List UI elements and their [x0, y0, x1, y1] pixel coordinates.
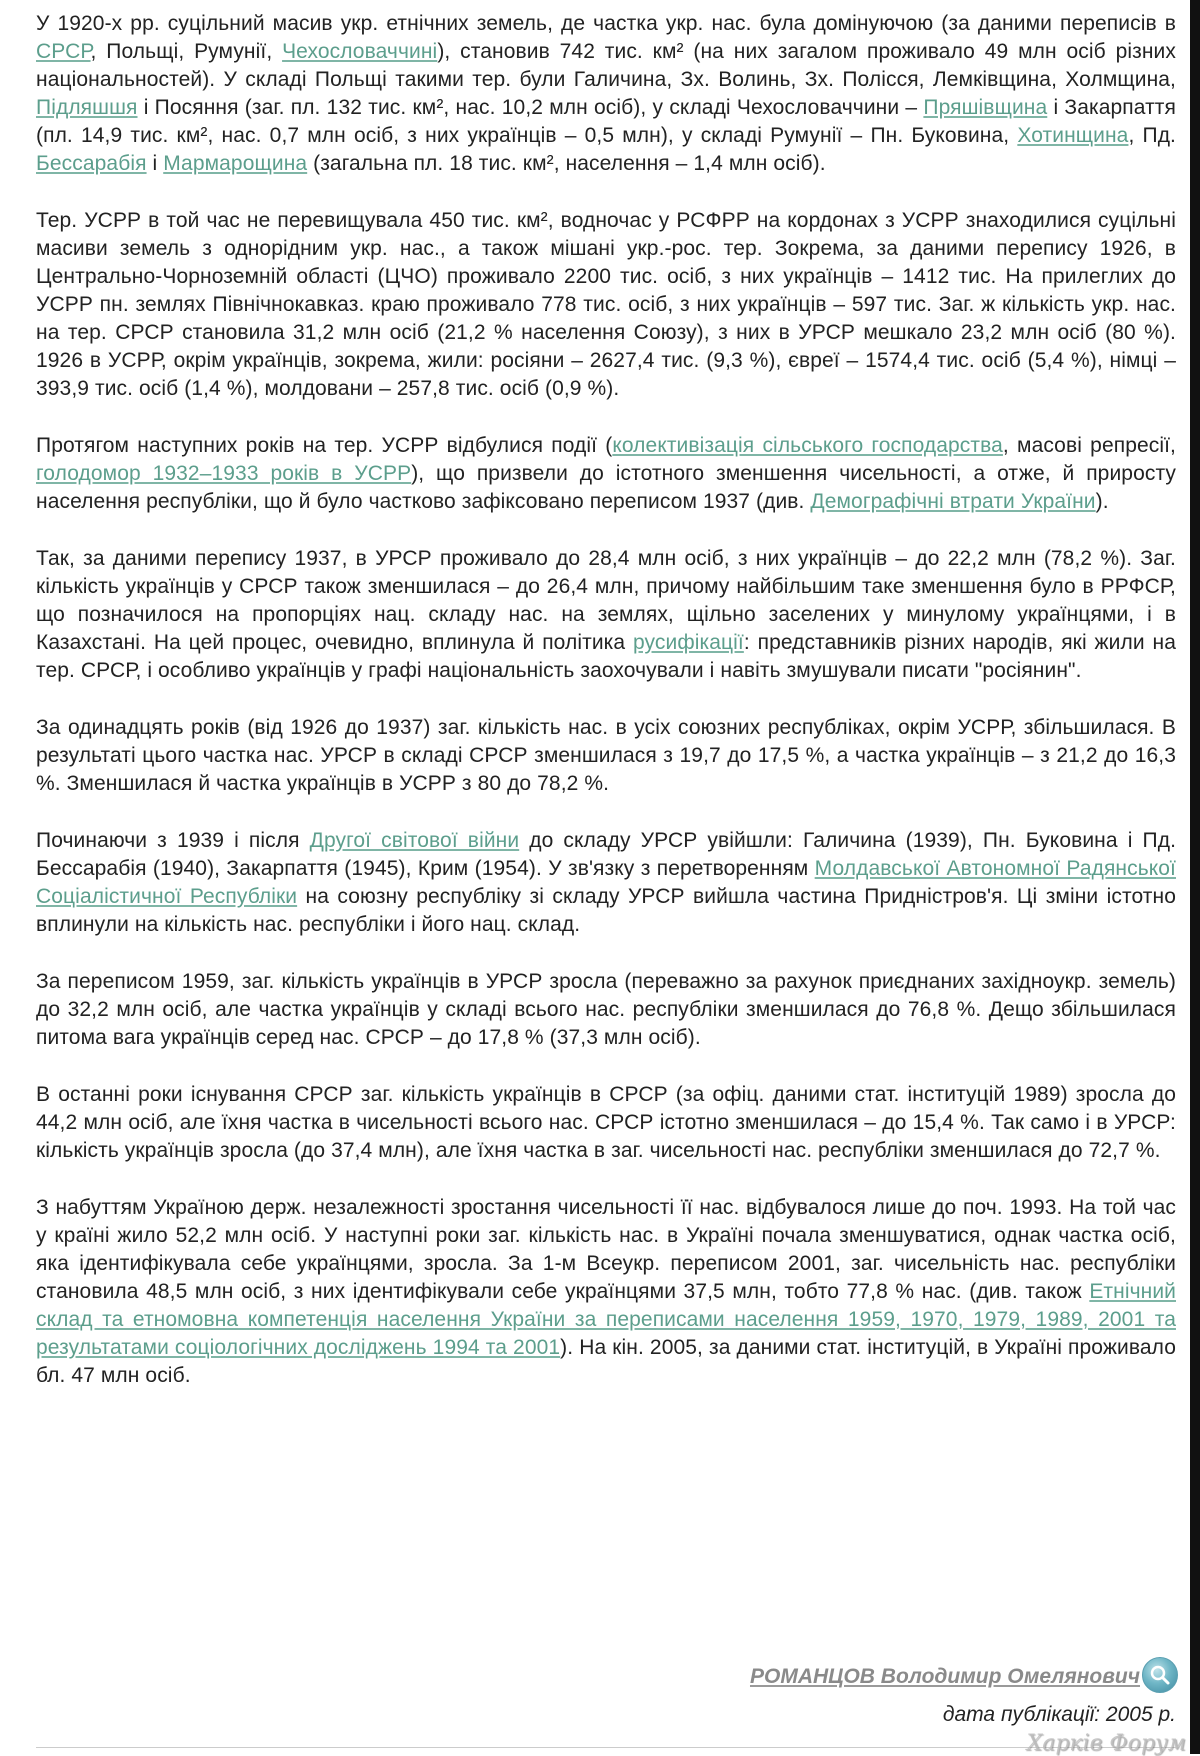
paragraph-text: За одинадцять років (від 1926 до 1937) заг. кількість нас. в усіх союзних республіках, окрім УСРР, збільшилася. В результаті цього частка нас. УРСР в складі СРСР зменшилася з 19,7 до 17,5 %, а частка українців – з 21,2 до 16,3 %. Зменшилася й частка українців в УСРР з 80 до 78,2 %.: [36, 716, 1176, 795]
paragraph-text: і Закарпаття (пл. 14,9 тис. км², нас. 0,7 млн осіб, з них українців – 0,5 млн), у складі Румунії – Пн. Буковина,: [36, 96, 1176, 147]
search-icon: [1148, 1663, 1172, 1687]
paragraph-text: , масові репресії,: [1002, 434, 1176, 457]
paragraph: [36, 1081, 1176, 1165]
article-body: [36, 10, 1176, 1419]
inline-link[interactable]: Пряшівщина: [923, 96, 1048, 119]
paragraph-text: , Пд.: [1128, 124, 1176, 147]
paragraph-text: У 1920-х рр. суцільний масив укр. етнічних земель, де частка укр. нас. була домінуючою (за даними переписів в: [36, 12, 1176, 35]
inline-link[interactable]: Хотинщина: [1017, 124, 1129, 147]
inline-link[interactable]: русифікації: [633, 631, 744, 654]
paragraph: [36, 10, 1176, 178]
window-edge: [1190, 0, 1200, 1754]
paragraph-text: : представників різних народів, які жили на тер. СРСР, і особливо українців у графі національність заохочували і навіть змушували писати "росіянин".: [36, 631, 1176, 682]
paragraph-text: , Польщі, Румунії,: [90, 40, 283, 63]
paragraph: [36, 827, 1176, 939]
inline-link[interactable]: Чехословаччині: [282, 40, 438, 63]
paragraph-text: В останні роки існування СРСР заг. кількість українців в СРСР (за офіц. даними стат. інституцій 1989) зросла до 44,2 млн осіб, але їхня частка в чисельності всього нас. СРСР істотно зменшилася – до 15,4 %. Так само і в УРСР: кількість українців зросла (до 37,4 млн), але їхня частка в заг. чисельності нас. республіки зменшилася до 72,7 %.: [36, 1083, 1176, 1162]
paragraph: [36, 207, 1176, 403]
inline-link[interactable]: Молдавської Автономної Радянської Соціалістичної Республіки: [36, 857, 1176, 908]
paragraph-text: Тер. УСРР в той час не перевищувала 450 тис. км², водночас у РСФРР на кордонах з УСРР знаходилися суцільні масиви земель з однорідним укр. нас., а також мішані укр.-рос. тер. Зокрема, за даними перепису 1926, в Центрально-Чорноземній області (ЦЧО) проживало 2200 тис. осіб, з них українців – 1412 тис. На прилеглих до УСРР пн. землях Північнокавказ. краю проживало 778 тис. осіб, з них українців – 597 тис. Заг. ж кількість укр. нас. на тер. СРСР становила 31,2 млн осіб (21,2 % населення Союзу), з них в УРСР мешкало 23,2 млн осіб (80 %). 1926 в УСРР, окрім українців, зокрема, жили: росіяни – 2627,4 тис. (9,3 %), євреї – 1574,4 тис. осіб (5,4 %), німці – 393,9 тис. осіб (1,4 %), молдовани – 257,8 тис. осіб (0,9 %).: [36, 209, 1176, 400]
paragraph: [36, 714, 1176, 798]
paragraph-text: Починаючи з 1939 і після: [36, 829, 310, 852]
paragraph-text: За переписом 1959, заг. кількість українців в УРСР зросла (переважно за рахунок приєднаних західноукр. земель) до 32,2 млн осіб, але частка українців у складі всього нас. республіки зменшилася до 76,8 %. Дещо збільшилася питома вага українців серед нас. СРСР – до 17,8 % (37,3 млн осіб).: [36, 970, 1176, 1049]
paragraph: [36, 545, 1176, 685]
inline-link[interactable]: Другої світової війни: [309, 829, 520, 852]
paragraph: [36, 1194, 1176, 1390]
paragraph-text: З набуттям Україною держ. незалежності зростання чисельності її нас. відбувалося лише до поч. 1993. На той час у країні жило 52,2 млн осіб. У наступні роки заг. кількість нас. в Україні почала зменшуватися, однак частка осіб, яка ідентифікувала себе українцями, зросла. За 1-м Всеукр. переписом 2001, заг. чисельність нас. республіки становила 48,5 млн осіб, з них ідентифікували себе українцями 37,5 млн, тобто 77,8 % нас. (див. також: [36, 1196, 1176, 1303]
inline-link[interactable]: колективізація сільського господарства: [612, 434, 1003, 457]
paragraph-text: і Посяння (заг. пл. 132 тис. км², нас. 10,2 млн осіб), у складі Чехословаччини –: [137, 96, 924, 119]
publication-date: дата публікації: 2005 р.: [942, 1703, 1176, 1726]
paragraph: [36, 432, 1176, 516]
paragraph-text: ), становив 742 тис. км² (на них загалом проживало 49 млн осіб різних національностей). У складі Польщі такими тер. були Галичина, Зх. Волинь, Зх. Полісся, Лемківщина, Холмщина,: [36, 40, 1176, 91]
watermark: Харків Форум: [1026, 1731, 1186, 1756]
author-row: [36, 1657, 1176, 1697]
paragraph-text: на союзну республіку зі складу УРСР вийшла частина Придністров'я. Ці зміни істотно вплинули на кількість нас. республіки і його нац. склад.: [36, 885, 1176, 936]
paragraph: [36, 968, 1176, 1052]
paragraph-text: Протягом наступних років на тер. УСРР відбулися події (: [36, 434, 613, 457]
inline-link[interactable]: Мармарощина: [163, 152, 308, 175]
inline-link[interactable]: Підляшшя: [36, 96, 138, 119]
inline-link[interactable]: Етнічний склад та етномовна компетенція населення України за переписами населення 1959, 1970, 1979, 1989, 2001 та результатами соціологічних досліджень 1994 та 2001: [36, 1280, 1176, 1359]
inline-link[interactable]: голодомор 1932–1933 років в УСРР: [36, 462, 412, 485]
paragraph-text: (загальна пл. 18 тис. км², населення – 1,4 млн осіб).: [307, 152, 826, 175]
paragraph-text: і: [146, 152, 164, 175]
paragraph-text: Так, за даними перепису 1937, в УРСР проживало до 28,4 млн осіб, з них українців – до 22,2 млн (78,2 %). Заг. кількість українців у СРСР також зменшилася – до 26,4 млн, причому найбільшим таке зменшення було в РРФСР, що позначилося на пропорціях нац. складу нас. на землях, щільно заселених у минулому українцями, і в Казахстані. На цей процес, очевидно, вплинула й політика: [36, 547, 1176, 654]
inline-link[interactable]: Бессарабія: [36, 152, 147, 175]
inline-link[interactable]: Демографічні втрати України: [810, 490, 1096, 513]
divider: [36, 1747, 1176, 1748]
paragraph-text: до складу УРСР увійшли: Галичина (1939), Пн. Буковина і Пд. Бессарабія (1940), Закарпаття (1945), Крим (1954). У зв'язку з перетворенням: [36, 829, 1177, 880]
paragraph-text: ).: [1095, 490, 1109, 513]
inline-link[interactable]: СРСР: [36, 40, 91, 63]
paragraph-text: ), що призвели до істотного зменшення чисельності, а отже, й приросту населення республіки, що й було частково зафіксовано переписом 1937 (див.: [36, 462, 1177, 513]
search-button[interactable]: [1142, 1657, 1178, 1693]
paragraph-text: ). На кін. 2005, за даними стат. інституцій, в Україні проживало бл. 47 млн осіб.: [36, 1336, 1176, 1387]
author-link[interactable]: РОМАНЦОВ Володимир Омелянович: [749, 1665, 1140, 1688]
